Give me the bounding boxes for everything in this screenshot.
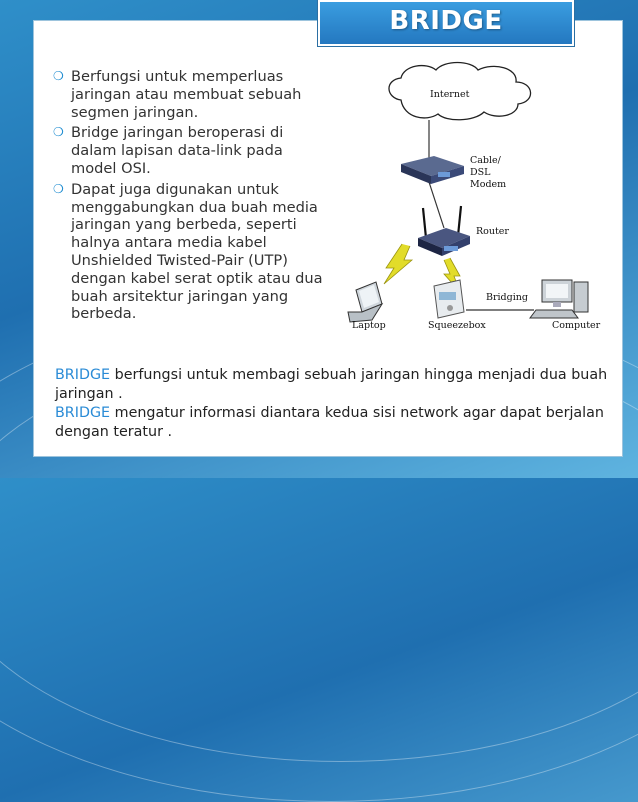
bridging-label: Bridging <box>486 292 528 303</box>
computer-label: Computer <box>552 320 601 331</box>
bullet-icon: ❍ <box>53 125 64 140</box>
router-icon <box>418 206 470 256</box>
squeezebox-icon <box>434 280 464 318</box>
title-box <box>318 0 574 46</box>
summary-line-1: BRIDGE berfungsi untuk membagi sebuah jaringan hingga menjadi dua buah jaringan . <box>55 367 608 402</box>
laptop-icon <box>348 282 382 322</box>
modem-label-line2: DSL <box>470 167 491 178</box>
summary-text <box>55 366 615 442</box>
summary-keyword: BRIDGE <box>55 405 111 421</box>
bullet-item: ❍ Dapat juga digunakan untuk menggabungkan dua buah media jaringan yang berbeda, seperti halnya antara media kabel Unshielded Twisted-Pair (UTP) dengan kabel serat optik atau dua buah arsitektur jaringan yang berbeda. <box>53 180 323 323</box>
bullet-item: ❍ Bridge jaringan beroperasi di dalam lapisan data-link pada model OSI. <box>53 124 284 177</box>
squeezebox-label: Squeezebox <box>428 320 486 331</box>
wireless-link-icon <box>384 244 412 284</box>
router-label: Router <box>476 226 509 237</box>
slide-title: BRIDGE <box>389 6 503 36</box>
modem-router-line <box>429 182 444 228</box>
modem-label-line1: Cable/ <box>470 155 501 166</box>
bullet-icon: ❍ <box>53 69 64 83</box>
modem-icon <box>401 156 464 184</box>
internet-label: Internet <box>430 89 470 100</box>
network-diagram <box>346 60 608 335</box>
summary-keyword: BRIDGE <box>55 367 111 383</box>
laptop-label: Laptop <box>352 320 386 331</box>
bullet-item: ❍ Berfungsi untuk memperluas jaringan atau membuat sebuah segmen jaringan. <box>53 68 302 121</box>
computer-icon <box>530 280 588 318</box>
summary-line-2: BRIDGE mengatur informasi diantara kedua sisi network agar dapat berjalan dengan teratur . <box>55 405 604 440</box>
bullet-list <box>53 68 328 326</box>
bullet-icon: ❍ <box>53 181 64 196</box>
modem-label-line3: Modem <box>470 179 507 190</box>
